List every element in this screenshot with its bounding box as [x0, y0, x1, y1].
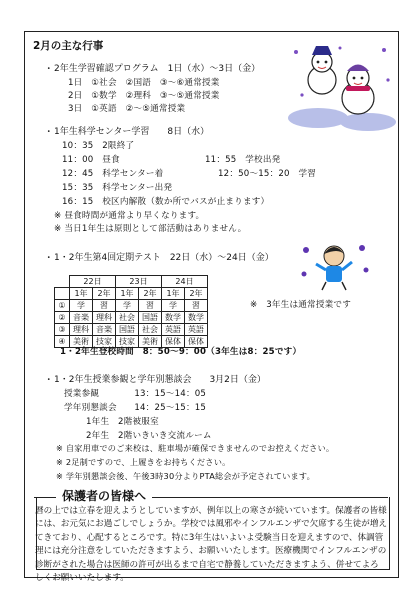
table-cell: 音楽	[70, 312, 93, 324]
schedule-line: 11：55 学校出発	[205, 155, 281, 165]
visit-line: 学年別懇談会 14：25〜15：15	[64, 403, 207, 413]
table-cell: 英語	[162, 324, 185, 336]
studying-student-illustration	[300, 240, 372, 292]
day-header: 24日	[162, 276, 208, 288]
grade-header: 2年	[93, 288, 116, 300]
guardian-title: 保護者の皆様へ	[56, 487, 152, 504]
schedule-line: 12：45 科学センター着	[62, 169, 164, 179]
section4-note: ※ 自家用車でのご来校は、駐車場が確保できませんのでお控えください。	[56, 443, 335, 453]
table-cell: 国語	[139, 312, 162, 324]
snowmen-illustration	[288, 40, 396, 132]
table-cell: 習	[185, 300, 208, 312]
section2-note: ※ 昼食時間が通常より早くなります。	[54, 211, 205, 221]
section1-heading: 2年生学習確認プログラム 1日（水）〜3日（金）	[54, 64, 261, 74]
schedule-line: 11：00 昼食	[62, 155, 120, 165]
corner-cell	[55, 288, 70, 300]
table-cell: 英語	[185, 324, 208, 336]
period-number: ①	[55, 300, 70, 312]
table-cell: 国語	[116, 324, 139, 336]
table-row	[55, 312, 208, 324]
section1-line: 2日 ①数学 ②理科 ③〜⑤通常授業	[68, 91, 220, 101]
table-row	[55, 300, 208, 312]
section3-bullet: ・	[44, 253, 54, 264]
section1-bullet: ・	[44, 64, 54, 75]
period-number: ④	[55, 336, 70, 348]
grade-header: 2年	[139, 288, 162, 300]
period-number: ②	[55, 312, 70, 324]
period-number: ③	[55, 324, 70, 336]
section4-note: ※ 2足制ですので、上履きをお持ちください。	[56, 457, 231, 467]
section4-note: ※ 学年別懇談会後、午後3時30分よりPTA総会が予定されています。	[56, 471, 316, 481]
table-cell: 社会	[139, 324, 162, 336]
guardian-text: 暦の上では立春を迎えようとしていますが、例年以上の寒さが続いています。保護者の皆様には、お元気にお過ごしでしょうか。学校では風邪やインフルエンザで欠席する生徒が増えてきており、心配するところです。特に3年生はいよいよ受験当日を迎えますので、体調管理には充分注意をしていただきますよう、お願いいたします。医療機関でインフルエンザの診断がされた場合は医師の許可が出るまで自宅で静養していただきますよう、併せてよろしくお願いいたします。	[35, 506, 388, 584]
student-icon	[316, 246, 352, 290]
table-cell: 美術	[139, 336, 162, 348]
table-cell: 数学	[185, 312, 208, 324]
guardian-message-box	[28, 487, 394, 584]
grade-header: 1年	[70, 288, 93, 300]
exam-timetable	[54, 275, 208, 348]
table-cell: 保体	[162, 336, 185, 348]
table-cell: 技家	[116, 336, 139, 348]
third-grade-note: ※ 3年生は通常授業です	[250, 300, 352, 310]
section2-note: ※ 当日1年生は原則として部活動はありません。	[54, 224, 247, 234]
section4-heading: 1・2年生授業参観と学年別懇談会 3月2日（金）	[54, 375, 266, 385]
section1-line: 3日 ①英語 ②〜⑤通常授業	[68, 104, 186, 114]
grade-header: 2年	[185, 288, 208, 300]
table-cell: 保体	[185, 336, 208, 348]
table-cell: 学	[116, 300, 139, 312]
day-header: 22日	[70, 276, 116, 288]
section1-line: 1日 ①社会 ②国語 ③〜⑥通常授業	[68, 78, 220, 88]
section3-heading: 1・2年生第4回定期テスト 22日（水）〜24日（金）	[54, 253, 274, 263]
schedule-line: 16：15 校区内解散（数か所でバスが止まります）	[62, 197, 270, 207]
page-title: 2月の主な行事	[33, 40, 104, 52]
schedule-line: 15：35 科学センター出発	[62, 183, 173, 193]
table-cell: 音楽	[93, 324, 116, 336]
day-header: 23日	[116, 276, 162, 288]
section2-bullet: ・	[44, 127, 54, 138]
grade-header: 1年	[162, 288, 185, 300]
section2-heading: 1年生科学センター学習 8日（水）	[54, 127, 210, 137]
table-cell: 学	[70, 300, 93, 312]
table-cell: 学	[162, 300, 185, 312]
schedule-line: 10：35 2限終了	[62, 141, 135, 151]
table-cell: 理科	[93, 312, 116, 324]
section4-bullet: ・	[44, 375, 54, 386]
attendance-time: 1・2年生登校時間 8：50〜9：00（3年生は8：25です）	[60, 347, 302, 357]
table-row	[55, 324, 208, 336]
table-cell: 習	[93, 300, 116, 312]
visit-line: 1年生 2階被服室	[86, 417, 159, 427]
table-cell: 習	[139, 300, 162, 312]
table-cell: 技家	[93, 336, 116, 348]
table-cell: 数学	[162, 312, 185, 324]
schedule-line: 12：50〜15：20 学習	[218, 169, 317, 179]
table-cell: 社会	[116, 312, 139, 324]
table-cell: 理科	[70, 324, 93, 336]
grade-header: 1年	[116, 288, 139, 300]
visit-line: 2年生 2階いきいき交流ルーム	[86, 431, 212, 441]
table-cell: 美術	[70, 336, 93, 348]
visit-line: 授業参観 13：15〜14：05	[64, 389, 207, 399]
